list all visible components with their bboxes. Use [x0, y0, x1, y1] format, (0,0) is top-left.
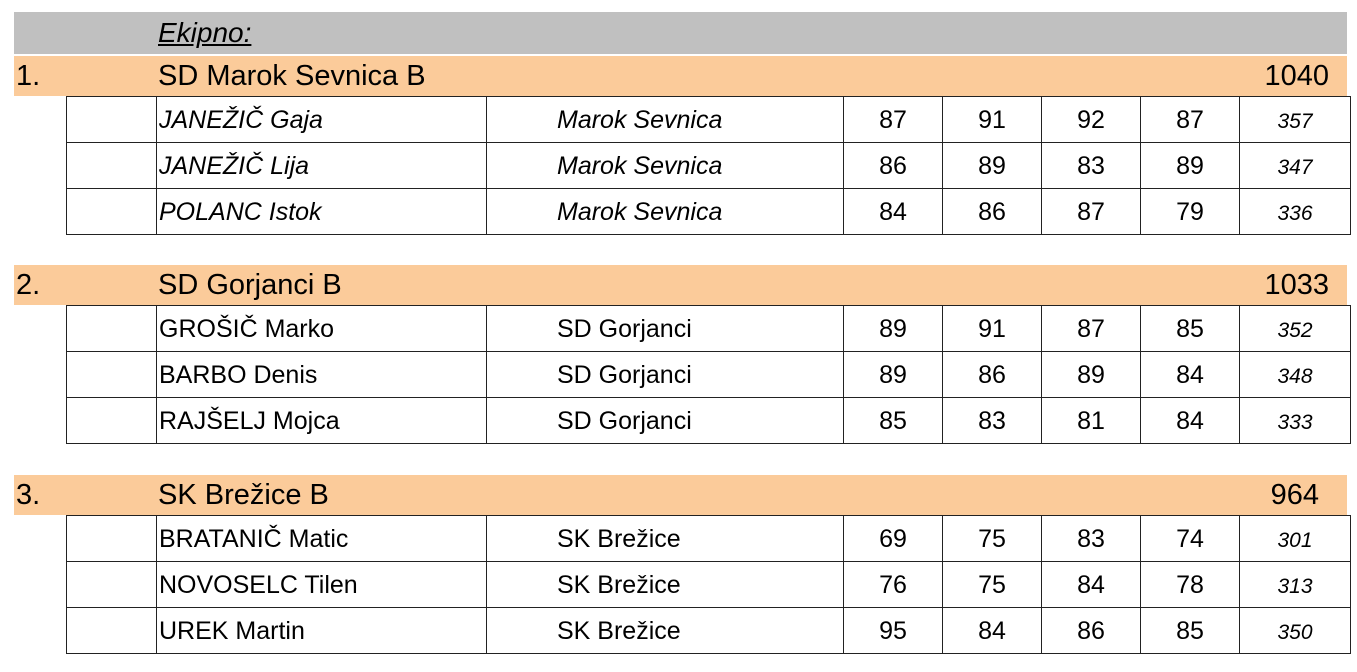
- empty-cell: [487, 143, 556, 189]
- member-club: Marok Sevnica: [555, 143, 844, 189]
- team-rank: 3.: [16, 479, 41, 511]
- member-name: POLANC Istok: [157, 189, 487, 235]
- series-4-score: 74: [1141, 516, 1240, 562]
- series-2-score: 83: [943, 398, 1042, 444]
- table-row: [67, 398, 1351, 444]
- series-4-score: 84: [1141, 352, 1240, 398]
- empty-cell: [487, 398, 556, 444]
- series-1-score: 89: [844, 352, 943, 398]
- member-name: NOVOSELC Tilen: [157, 562, 487, 608]
- member-club: Marok Sevnica: [555, 189, 844, 235]
- series-1-score: 85: [844, 398, 943, 444]
- empty-cell: [487, 97, 556, 143]
- empty-cell: [487, 306, 556, 352]
- member-name: RAJŠELJ Mojca: [157, 398, 487, 444]
- series-3-score: 83: [1042, 143, 1141, 189]
- series-1-score: 87: [844, 97, 943, 143]
- members-table: [66, 305, 1351, 444]
- empty-cell: [487, 516, 556, 562]
- member-club: SK Brežice: [555, 562, 844, 608]
- empty-cell: [487, 608, 556, 654]
- member-total: 301: [1240, 516, 1351, 562]
- table-row: [67, 189, 1351, 235]
- table-row: [67, 562, 1351, 608]
- empty-cell: [67, 306, 157, 352]
- series-4-score: 84: [1141, 398, 1240, 444]
- team-total: 1040: [1264, 60, 1329, 92]
- member-name: BARBO Denis: [157, 352, 487, 398]
- member-name: BRATANIČ Matic: [157, 516, 487, 562]
- series-1-score: 95: [844, 608, 943, 654]
- member-total: 348: [1240, 352, 1351, 398]
- member-total: 313: [1240, 562, 1351, 608]
- team-total: 964: [1270, 479, 1319, 511]
- series-3-score: 84: [1042, 562, 1141, 608]
- empty-cell: [67, 608, 157, 654]
- empty-cell: [67, 189, 157, 235]
- team-total: 1033: [1264, 269, 1329, 301]
- series-2-score: 86: [943, 352, 1042, 398]
- member-total: 347: [1240, 143, 1351, 189]
- series-4-score: 85: [1141, 306, 1240, 352]
- series-2-score: 89: [943, 143, 1042, 189]
- member-total: 357: [1240, 97, 1351, 143]
- member-club: SK Brežice: [555, 608, 844, 654]
- section-title: Ekipno:: [158, 17, 252, 48]
- series-2-score: 75: [943, 516, 1042, 562]
- member-total: 333: [1240, 398, 1351, 444]
- table-row: [67, 352, 1351, 398]
- member-club: SK Brežice: [555, 516, 844, 562]
- member-total: 350: [1240, 608, 1351, 654]
- series-1-score: 84: [844, 189, 943, 235]
- table-row: [67, 97, 1351, 143]
- series-4-score: 87: [1141, 97, 1240, 143]
- team-header: [14, 475, 1347, 515]
- series-3-score: 86: [1042, 608, 1141, 654]
- member-total: 352: [1240, 306, 1351, 352]
- team-name: SK Brežice B: [158, 479, 329, 511]
- team-header: [14, 265, 1347, 305]
- team-rank: 1.: [16, 60, 41, 92]
- member-name: UREK Martin: [157, 608, 487, 654]
- series-2-score: 84: [943, 608, 1042, 654]
- series-4-score: 78: [1141, 562, 1240, 608]
- member-club: SD Gorjanci: [555, 306, 844, 352]
- series-3-score: 92: [1042, 97, 1141, 143]
- team-name: SD Marok Sevnica B: [158, 60, 426, 92]
- members-table: [66, 515, 1351, 654]
- series-4-score: 89: [1141, 143, 1240, 189]
- empty-cell: [67, 97, 157, 143]
- member-club: Marok Sevnica: [555, 97, 844, 143]
- series-2-score: 91: [943, 306, 1042, 352]
- series-1-score: 86: [844, 143, 943, 189]
- empty-cell: [67, 143, 157, 189]
- table-row: [67, 516, 1351, 562]
- empty-cell: [67, 398, 157, 444]
- member-name: JANEŽIČ Gaja: [157, 97, 487, 143]
- series-4-score: 85: [1141, 608, 1240, 654]
- series-1-score: 69: [844, 516, 943, 562]
- series-2-score: 75: [943, 562, 1042, 608]
- empty-cell: [67, 352, 157, 398]
- series-3-score: 87: [1042, 189, 1141, 235]
- empty-cell: [67, 516, 157, 562]
- series-3-score: 81: [1042, 398, 1141, 444]
- member-club: SD Gorjanci: [555, 398, 844, 444]
- empty-cell: [487, 562, 556, 608]
- empty-cell: [487, 352, 556, 398]
- member-name: JANEŽIČ Lija: [157, 143, 487, 189]
- member-club: SD Gorjanci: [555, 352, 844, 398]
- member-total: 336: [1240, 189, 1351, 235]
- team-header: [14, 56, 1347, 96]
- series-3-score: 83: [1042, 516, 1141, 562]
- members-table: [66, 96, 1351, 235]
- series-1-score: 89: [844, 306, 943, 352]
- member-name: GROŠIČ Marko: [157, 306, 487, 352]
- series-3-score: 89: [1042, 352, 1141, 398]
- section-header: [14, 12, 1347, 54]
- series-4-score: 79: [1141, 189, 1240, 235]
- empty-cell: [67, 562, 157, 608]
- table-row: [67, 608, 1351, 654]
- series-2-score: 91: [943, 97, 1042, 143]
- empty-cell: [487, 189, 556, 235]
- series-2-score: 86: [943, 189, 1042, 235]
- series-3-score: 87: [1042, 306, 1141, 352]
- team-rank: 2.: [16, 269, 41, 301]
- table-row: [67, 143, 1351, 189]
- series-1-score: 76: [844, 562, 943, 608]
- table-row: [67, 306, 1351, 352]
- team-name: SD Gorjanci B: [158, 269, 342, 301]
